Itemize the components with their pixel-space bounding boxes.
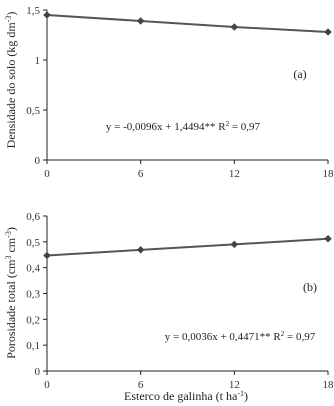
- panel-b-regression-equation: y = 0,0036x + 0,4471** $R^2 = 0,97$: [164, 330, 316, 343]
- panel-b-x-tick-label: 6: [137, 379, 144, 391]
- panel-b-y-tick-label: 0,4: [26, 262, 40, 275]
- panel-a-y-tick-label: 0: [34, 155, 40, 167]
- panel-a-data-point: [325, 29, 332, 36]
- x-axis-title: Esterco de galinha (t $ha^{-1}$): [124, 389, 248, 403]
- panel-b-y-tick-label: 0: [34, 366, 40, 378]
- panel-b-label: (b): [303, 280, 317, 294]
- panel-a-y-tick-label: 1: [34, 55, 40, 67]
- panel-b-y-tick-label: 0,6: [26, 211, 40, 223]
- panel-b-y-tick-label: 0,5: [26, 236, 40, 249]
- panel-b-chart: [4, 211, 334, 391]
- panel-a-x-tick-label: 0: [44, 168, 50, 180]
- panel-b-y-tick-label: 0,1: [26, 340, 40, 353]
- panel-b-data-point: [137, 246, 144, 253]
- panel-a-y-axis-title: Densidade do solo (kg $dm^{-3}$): [4, 11, 18, 149]
- panel-b-y-tick-label: 0,3: [26, 288, 40, 301]
- panel-a-x-tick-label: 18: [322, 168, 334, 180]
- panel-a-data-point: [44, 12, 51, 19]
- panel-b-x-tick-label: 18: [322, 379, 334, 391]
- panel-a-regression-equation: y = -0,0096x + 1,4494** $R^2 = 0,97$: [105, 120, 261, 133]
- panel-b-x-tick-label: 12: [228, 379, 240, 391]
- panel-b-data-point: [44, 252, 51, 259]
- panel-b-data-point: [325, 235, 332, 242]
- panel-a-chart: [4, 5, 334, 180]
- panel-b-series-line: [47, 239, 328, 256]
- panel-a-data-point: [137, 18, 144, 25]
- panel-a-x-tick-label: 6: [137, 168, 144, 180]
- panel-a-label: (a): [293, 67, 307, 81]
- panel-a-y-tick-label: 1,5: [26, 5, 40, 17]
- panel-a-series-line: [47, 15, 328, 32]
- panel-a-x-tick-label: 12: [228, 168, 240, 180]
- panel-b-y-axis-title: Porosidade total ($cm^3$ $cm^{-3}$): [4, 227, 18, 359]
- panel-b-x-tick-label: 0: [44, 379, 50, 391]
- panel-a-y-tick-label: 0,5: [26, 105, 40, 117]
- panel-a-data-point: [231, 24, 238, 31]
- panel-b-y-tick-label: 0,2: [26, 314, 40, 327]
- panel-b-data-point: [231, 241, 238, 248]
